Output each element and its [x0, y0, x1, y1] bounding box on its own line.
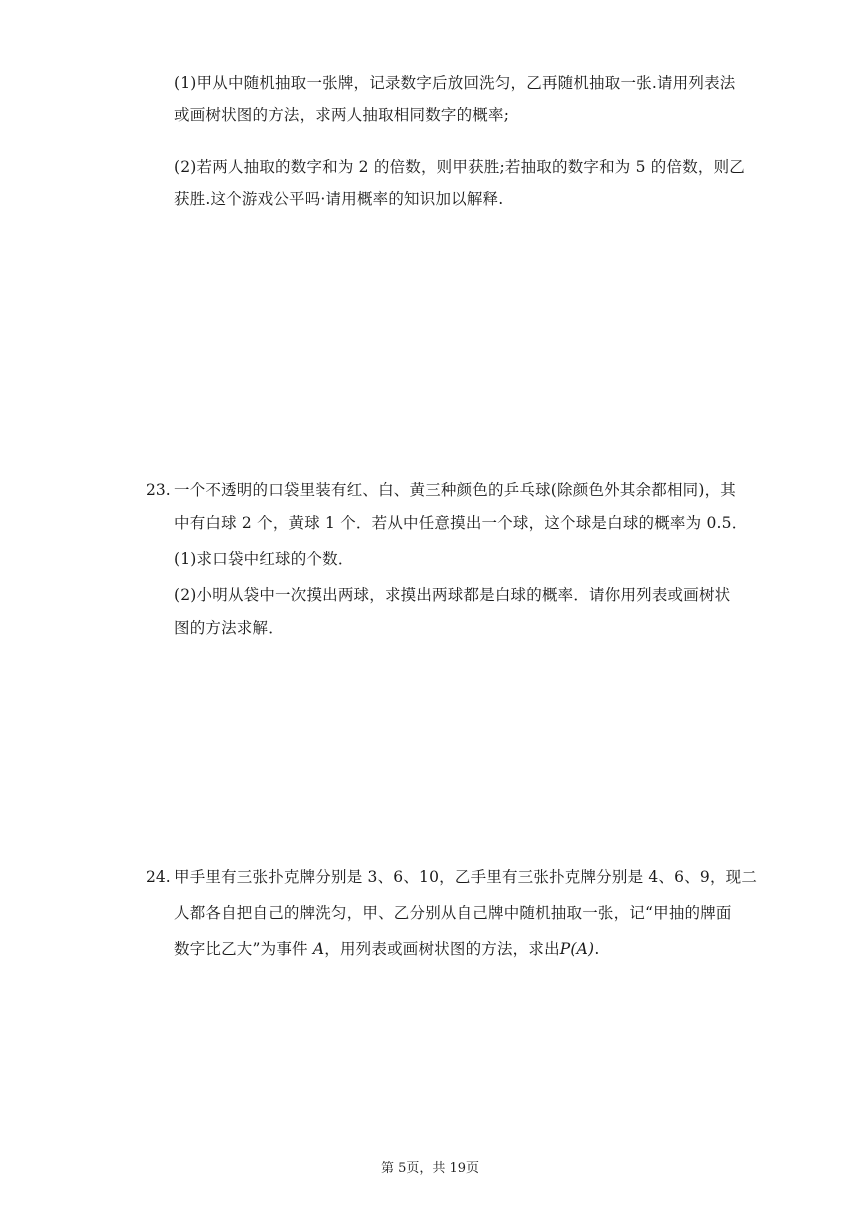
q24-number: 24. [146, 868, 171, 886]
q22-part2-line2: 获胜.这个游戏公平吗·请用概率的知识加以解释. [174, 190, 504, 208]
q24-line3-end: . [594, 940, 600, 958]
q24-line3-before: 数字比乙大”为事件 [174, 940, 313, 958]
q23-line5: 图的方法求解． [174, 619, 284, 637]
q23-line3: (1)求口袋中红球的个数． [174, 550, 354, 568]
q23-number: 23. [146, 481, 171, 499]
q24-line1: 甲手里有三张扑克牌分别是 3、6、10，乙手里有三张扑克牌分别是 4、6、9，现二 [174, 868, 758, 886]
q24-line3 [174, 939, 599, 959]
q24-line3-middle: ，用列表或画树状图的方法，求出 [324, 940, 560, 958]
q22-part1-line1: (1)甲从中随机抽取一张牌，记录数字后放回洗匀，乙再随机抽取一张.请用列表法 [174, 74, 736, 92]
q24-probability-expression: P(A) [559, 940, 595, 958]
q22-part2-line1: (2)若两人抽取的数字和为 2 的倍数，则甲获胜;若抽取的数字和为 5 的倍数，则乙 [174, 158, 746, 176]
q23-line2: 中有白球 2 个，黄球 1 个．若从中任意摸出一个球，这个球是白球的概率为 0.5． [174, 514, 748, 532]
q23-line4: (2)小明从袋中一次摸出两球，求摸出两球都是白球的概率．请你用列表或画树状 [174, 586, 731, 604]
page-footer: 第 5页，共 19页 [380, 1161, 480, 1176]
q23-line1: 一个不透明的口袋里装有红、白、黄三种颜色的乒乓球(除颜色外其余都相同)，其 [174, 481, 736, 499]
q24-event-a: A [312, 940, 325, 958]
q22-part1-line2: 或画树状图的方法，求两人抽取相同数字的概率; [174, 106, 510, 124]
q24-line2: 人都各自把自己的牌洗匀，甲、乙分别从自己牌中随机抽取一张，记“甲抽的牌面 [174, 904, 732, 922]
